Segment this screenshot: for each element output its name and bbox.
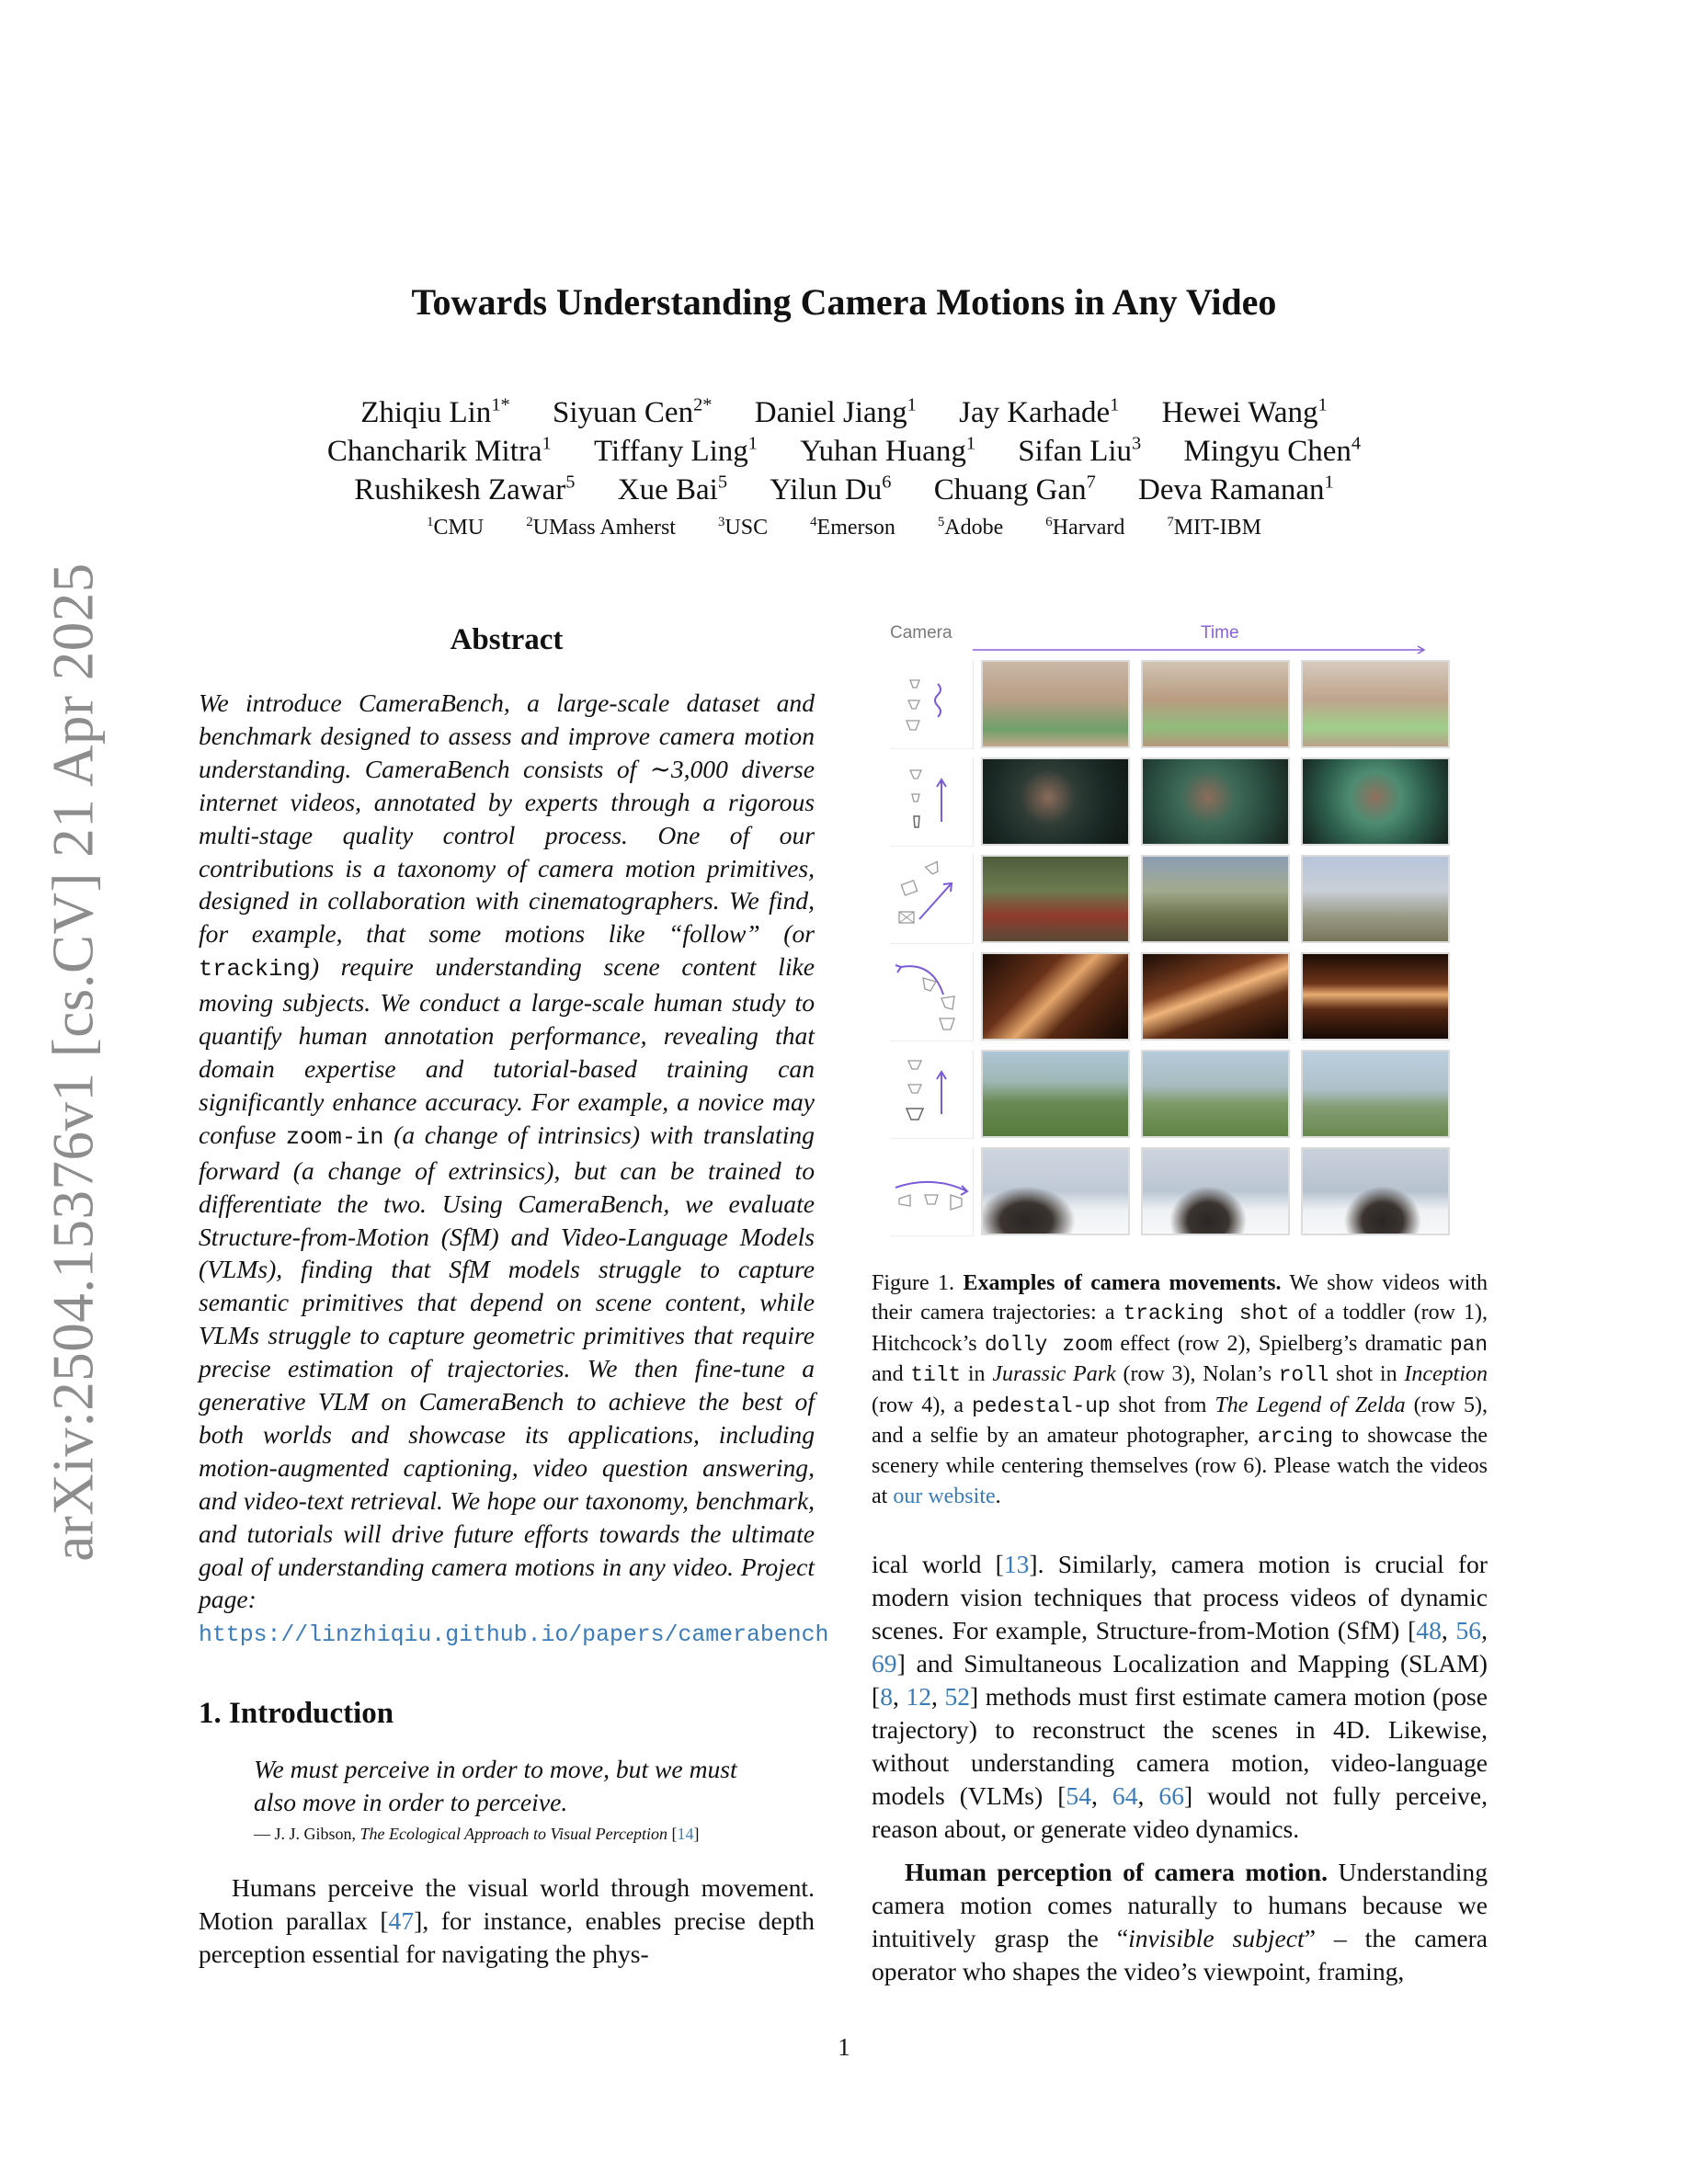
arxiv-stamp bbox=[37, 562, 110, 1562]
video-frame bbox=[981, 952, 1130, 1041]
epigraph-quote: We must perceive in order to move, but we must also move in order to perceive. bbox=[254, 1755, 737, 1817]
video-frames bbox=[981, 1147, 1450, 1245]
video-frame bbox=[981, 757, 1130, 846]
author: Hewei Wang$^1$ bbox=[1161, 394, 1328, 429]
citation-link[interactable]: 12 bbox=[906, 1681, 932, 1711]
citation-link[interactable]: 66 bbox=[1158, 1780, 1185, 1810]
abstract-text: We introduce CameraBench, a large-scale dataset and benchmark designed to assess and improve camera motion understanding. CameraBench consists of ∼3,000 diverse internet videos, annotated by experts through a rigorous multi-stage quality control process. One of our contributions is a taxonomy of camera motion primitives, designed in collaboration with cinematographers. We find, for example, that some motions like “follow” (or tracking) require understanding scene content like moving subjects. We conduct a large-scale human study to quantify human annotation performance, revealing that domain expertise and tutorial-based training can significantly enhance accuracy. For example, a novice may confuse zoom-in (a change of intrinsics) with translating forward (a change of extrinsics), but can be trained to differentiate the two. Using CameraBench, we evaluate Structure-from-Motion (SfM) and Video-Language Models (VLMs), finding that SfM models struggle to capture semantic primitives that depend on scene content, while VLMs struggle to capture geometric primitives that require precise estimation of trajectories. We then fine-tune a generative VLM on CameraBench to achieve the best of both worlds and showcase its applications, including motion-augmented captioning, video question answering, and video-text retrieval. We hope our taxonomy, benchmark, and tutorials will drive future efforts towards the ultimate goal of understanding camera motions in any video. Project page: https://linzhiqiu.github.io/papers/camerabench bbox=[199, 688, 829, 1649]
camera-trajectory-icon bbox=[890, 1147, 974, 1236]
section-heading-introduction: 1. Introduction bbox=[199, 1697, 394, 1731]
video-frame bbox=[1141, 855, 1290, 943]
author: Mingyu Chen$^4$ bbox=[1183, 433, 1362, 468]
body-paragraph: ical world [13]. Similarly, camera motion is crucial for modern vision techniques that process videos of dynamic scenes. For example, Structure-from-Motion (SfM) [48, 56, 69] and Simultaneous Localization and Mapping (SLAM) [8, 12, 52] methods must first estimate camera motion (pose trajectory) to reconstruct the scenes in 4D. Likewise, without understanding camera motion, video-language models (VLMs) [54, 64, 66] would not fully perceive, reason about, or generate video dynamics. bbox=[872, 1550, 1488, 1843]
code-term: tilt bbox=[910, 1363, 962, 1388]
video-frame bbox=[1301, 1050, 1450, 1138]
right-column bbox=[872, 623, 1488, 1988]
abstract-heading: Abstract bbox=[450, 623, 564, 656]
video-frame bbox=[981, 1147, 1130, 1235]
video-frame bbox=[981, 660, 1130, 748]
video-frame bbox=[981, 1050, 1130, 1138]
video-frame bbox=[1141, 1050, 1290, 1138]
affiliation: $^2$UMass Amherst bbox=[526, 515, 676, 540]
paragraph-heading: Human perception of camera motion. bbox=[905, 1858, 1329, 1887]
epigraph-attribution: — J. J. Gibson, The Ecological Approach to Visual Perception [14] bbox=[254, 1825, 700, 1844]
page-number: 1 bbox=[838, 2033, 850, 2061]
code-term: zoom-in bbox=[285, 1123, 384, 1151]
author: Sifan Liu$^3$ bbox=[1018, 433, 1142, 468]
video-frames bbox=[981, 757, 1450, 855]
code-term: roll bbox=[1278, 1363, 1329, 1388]
code-term: arcing bbox=[1257, 1425, 1333, 1450]
figure-rows bbox=[890, 660, 1484, 1245]
figure-row-arcing bbox=[890, 1147, 1484, 1245]
figure-row-pedestal-up bbox=[890, 1050, 1484, 1147]
intro-paragraph: Humans perceive the visual world through movement. Motion parallax [47], for instance, enables precise depth perception essential for navigating the phys- bbox=[199, 1873, 815, 1969]
author: Yuhan Huang$^1$ bbox=[800, 433, 976, 468]
affiliation: $^1$CMU bbox=[427, 515, 485, 540]
author: Daniel Jiang$^1$ bbox=[754, 394, 917, 429]
author: Siyuan Cen$^{2*}$ bbox=[553, 394, 713, 429]
affiliation: $^6$Harvard bbox=[1045, 515, 1125, 540]
affiliation: $^5$Adobe bbox=[937, 515, 1004, 540]
author: Chancharik Mitra$^1$ bbox=[326, 433, 552, 468]
author-row bbox=[0, 471, 1688, 509]
time-label: Time bbox=[1201, 623, 1239, 643]
affiliation: $^4$Emerson bbox=[810, 515, 895, 540]
video-frame bbox=[1301, 952, 1450, 1041]
citation-link[interactable]: 47 bbox=[388, 1906, 415, 1936]
code-term: tracking bbox=[199, 956, 311, 984]
code-term: pan bbox=[1449, 1332, 1488, 1357]
author-block bbox=[0, 393, 1688, 544]
video-frame bbox=[1301, 1147, 1450, 1235]
video-frame bbox=[1301, 757, 1450, 846]
camera-trajectory-icon bbox=[890, 1050, 974, 1139]
citation-link[interactable]: 64 bbox=[1112, 1780, 1138, 1810]
paper-title: Towards Understanding Camera Motions in Any Video bbox=[411, 281, 1277, 323]
video-frame bbox=[1301, 660, 1450, 748]
video-frame bbox=[1141, 660, 1290, 748]
citation-link[interactable]: 52 bbox=[944, 1681, 971, 1711]
author: Rushikesh Zawar$^5$ bbox=[354, 472, 576, 506]
affiliation: $^7$MIT-IBM bbox=[1167, 515, 1261, 540]
author-row bbox=[0, 432, 1688, 471]
citation-link[interactable]: 69 bbox=[872, 1648, 897, 1678]
code-term: pedestal-up bbox=[972, 1393, 1111, 1418]
author-row bbox=[0, 393, 1688, 432]
citation-link[interactable]: 48 bbox=[1416, 1616, 1442, 1645]
project-page-link[interactable]: https://linzhiqiu.github.io/papers/camerabench bbox=[199, 1622, 829, 1649]
author: Zhiqiu Lin$^{1*}$ bbox=[360, 394, 510, 429]
affiliations bbox=[0, 511, 1688, 544]
figure-row-dolly-zoom bbox=[890, 757, 1484, 855]
citation-link[interactable]: 14 bbox=[677, 1825, 694, 1844]
citation-link[interactable]: 54 bbox=[1066, 1780, 1091, 1810]
code-term: dolly zoom bbox=[984, 1332, 1113, 1357]
citation-link[interactable]: 56 bbox=[1455, 1616, 1482, 1645]
video-frame bbox=[1141, 757, 1290, 846]
arxiv-stamp-text: arXiv:2504.15376v1 [cs.CV] 21 Apr 2025 bbox=[40, 562, 106, 1562]
video-frame bbox=[1141, 1147, 1290, 1235]
affiliation: $^3$USC bbox=[717, 515, 769, 540]
left-column bbox=[199, 623, 829, 1971]
citation-link[interactable]: 13 bbox=[1003, 1550, 1030, 1579]
website-link[interactable]: our website bbox=[893, 1484, 996, 1508]
author: Deva Ramanan$^1$ bbox=[1138, 472, 1334, 506]
camera-label: Camera bbox=[890, 623, 952, 643]
citation-link[interactable]: 8 bbox=[880, 1681, 893, 1711]
camera-trajectory-icon bbox=[890, 757, 974, 847]
code-term: tracking shot bbox=[1123, 1302, 1290, 1326]
video-frame bbox=[1141, 952, 1290, 1041]
video-frames bbox=[981, 855, 1450, 952]
figure-1 bbox=[890, 623, 1484, 1245]
camera-trajectory-icon bbox=[890, 952, 974, 1041]
author: Yilun Du$^6$ bbox=[770, 472, 892, 506]
video-frame bbox=[1301, 855, 1450, 943]
author: Chuang Gan$^7$ bbox=[933, 472, 1096, 506]
video-frame bbox=[981, 855, 1130, 943]
figure-header bbox=[890, 623, 1484, 651]
video-frames bbox=[981, 660, 1450, 757]
figure-row-tracking bbox=[890, 660, 1484, 757]
camera-trajectory-icon bbox=[890, 660, 974, 749]
epigraph bbox=[254, 1753, 769, 1844]
author: Jay Karhade$^1$ bbox=[959, 394, 1120, 429]
figure-caption: Figure 1. Examples of camera movements. We show videos with their camera trajectories: a tracking shot of a toddler (row 1), Hitchcock’s dolly zoom effect (row 2), Spielberg’s dramatic pan and tilt in Jurassic Park (row 3), Nolan’s roll shot in Inception (row 4), a pedestal-up shot from The Legend of Zelda (row 5), and a selfie by an amateur photographer, arcing to showcase the scenery while centering themselves (row 6). Please watch the videos at our website. bbox=[872, 1271, 1488, 1508]
figure-row-pan-tilt bbox=[890, 855, 1484, 952]
figure-row-roll bbox=[890, 952, 1484, 1050]
video-frames bbox=[981, 952, 1450, 1050]
author: Tiffany Ling$^1$ bbox=[594, 433, 758, 468]
body-paragraph: Human perception of camera motion. Understanding camera motion comes naturally to humans because we intuitively grasp the “invisible subject” – the camera operator who shapes the video’s viewpoint, framing, bbox=[872, 1858, 1488, 1986]
author: Xue Bai$^5$ bbox=[617, 472, 728, 506]
time-arrow-icon bbox=[973, 645, 1428, 654]
video-frames bbox=[981, 1050, 1450, 1147]
camera-trajectory-icon bbox=[890, 855, 974, 944]
